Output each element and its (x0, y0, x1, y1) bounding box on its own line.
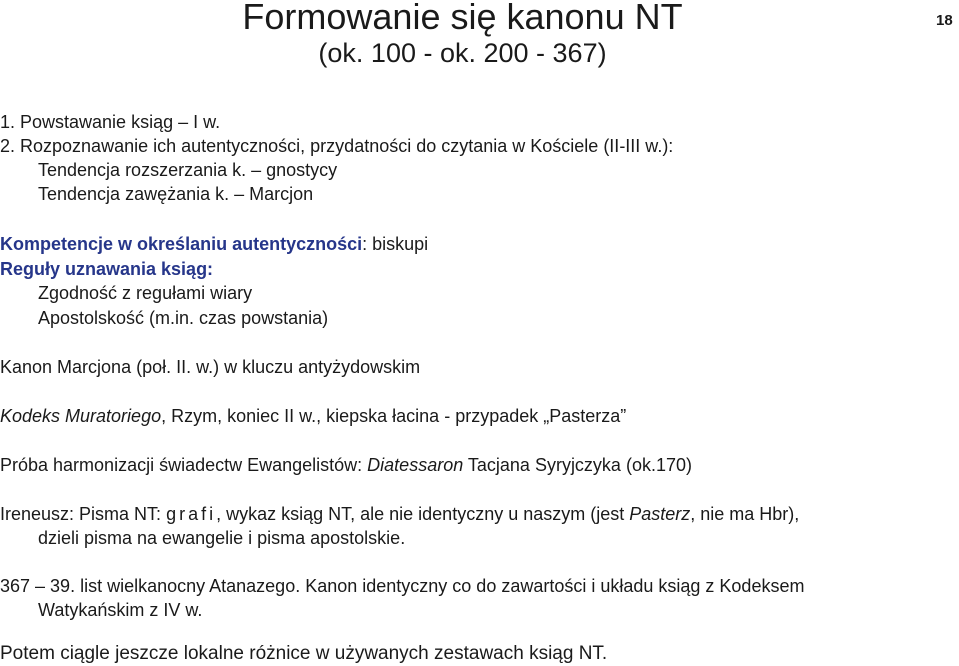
page-subtitle: (ok. 100 - ok. 200 - 367) (318, 38, 607, 68)
competence-label: Kompetencje w określaniu autentyczności (0, 234, 363, 254)
harmony-before: Próba harmonizacji świadectw Ewangelistów: (0, 455, 368, 475)
irenaeus-pasterz: Pasterz (629, 504, 691, 524)
list-item-2: 2. Rozpoznawanie ich autentyczności, przydatności do czytania w Kościele (II-III w.): (0, 136, 674, 156)
athanasius-line-2: Watykańskim z IV w. (38, 600, 203, 620)
marcion-canon: Kanon Marcjona (poł. II. w.) w kluczu antyżydowskim (0, 357, 421, 377)
irenaeus-b: , wykaz ksiąg NT, ale nie identyczny u naszym (jest (216, 504, 630, 524)
harmony-after: Tacjana Syryjczyka (ok.170) (463, 455, 692, 475)
muratori-name: Kodeks Muratoriego (0, 406, 162, 426)
competence-value: : biskupi (362, 234, 429, 254)
rule-2: Apostolskość (m.in. czas powstania) (38, 308, 329, 328)
rule-1: Zgodność z regułami wiary (38, 283, 253, 303)
irenaeus-line-2: dzieli pisma na ewangelie i pisma apostolskie. (38, 528, 406, 548)
footer-note: Potem ciągle jeszcze lokalne różnice w używanych zestawach ksiąg NT. (0, 643, 608, 664)
irenaeus-c: , nie ma Hbr), (690, 504, 800, 524)
harmony-work: Diatessaron (367, 455, 464, 475)
irenaeus-greek: grafi (166, 504, 217, 524)
competence-line (0, 232, 428, 256)
page-title: Formowanie się kanonu NT (242, 0, 683, 37)
athanasius-line-1: 367 – 39. list wielkanocny Atanazego. Kanon identyczny co do zawartości i układu ksiąg z Kodeksem (0, 576, 805, 596)
harmony-line (0, 453, 692, 477)
irenaeus-a: Ireneusz: Pisma NT: (0, 504, 167, 524)
muratori-line (0, 404, 626, 428)
list-item-1: 1. Powstawanie ksiąg – I w. (0, 112, 221, 132)
irenaeus-line-1 (0, 502, 799, 526)
rules-heading: Reguły uznawania ksiąg: (0, 259, 214, 279)
list-subitem-2: Tendencja zawężania k. – Marcjon (38, 184, 314, 204)
page-number: 18 (936, 12, 953, 29)
muratori-rest: , Rzym, koniec II w., kiepska łacina - przypadek „Pasterza” (161, 406, 627, 426)
list-subitem-1: Tendencja rozszerzania k. – gnostycy (38, 160, 338, 180)
